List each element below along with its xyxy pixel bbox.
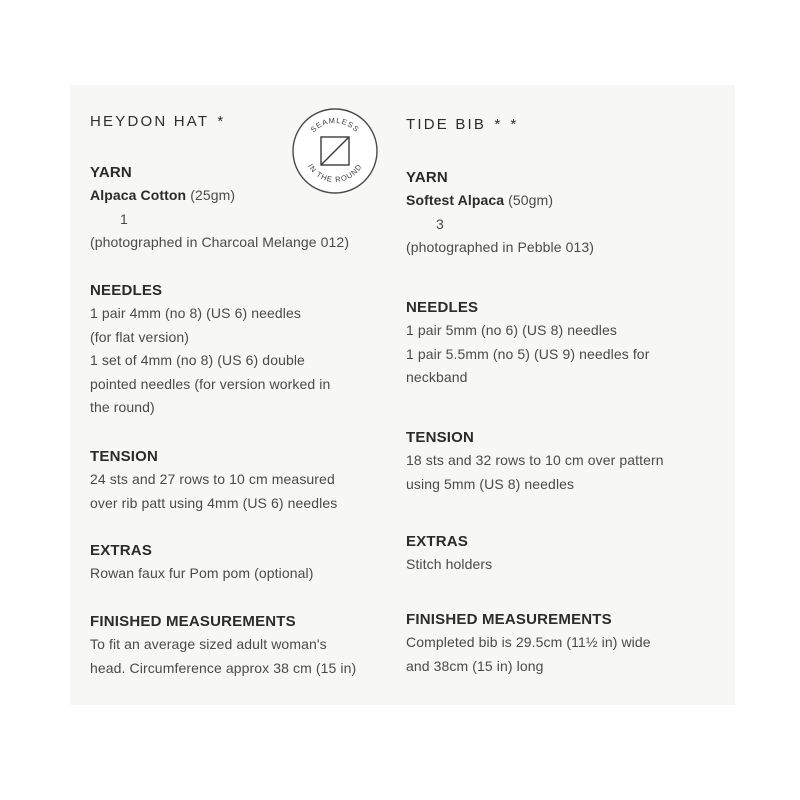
bib-measurements-line: Completed bib is 29.5cm (11½ in) wide <box>406 634 651 650</box>
bib-extras-section <box>406 531 736 577</box>
seamless-badge-icon <box>290 106 380 196</box>
hat-measurements-heading: FINISHED MEASUREMENTS <box>90 613 296 630</box>
hat-extras-section <box>90 540 400 586</box>
bib-measurements-heading: FINISHED MEASUREMENTS <box>406 611 612 628</box>
bib-needles-line: 1 pair 5mm (no 6) (US 8) needles <box>406 322 617 338</box>
bib-needles-line: 1 pair 5.5mm (no 5) (US 9) needles for <box>406 345 650 362</box>
bib-yarn-weight: (50gm) <box>508 192 554 208</box>
bib-title <box>406 115 736 135</box>
hat-needles-line: pointed needles (for version worked in <box>90 375 331 392</box>
bib-tension-section <box>406 427 736 496</box>
bib-tension-line: using 5mm (US 8) needles <box>406 475 575 492</box>
hat-measurements-line: head. Circumference approx 38 cm (15 in) <box>90 659 357 676</box>
seamless-in-the-round-badge <box>290 106 380 196</box>
hat-tension-heading: TENSION <box>90 448 159 465</box>
badge-text-top: SEAMLESS <box>308 115 362 135</box>
tide-bib-column <box>406 115 736 674</box>
hat-yarn-qty: 1 <box>120 210 128 227</box>
hat-measurements-section <box>90 611 400 680</box>
bib-yarn-heading: YARN <box>406 169 448 186</box>
bib-yarn-note: (photographed in Pebble 013) <box>406 239 595 255</box>
bib-tension-heading: TENSION <box>406 429 475 446</box>
hat-yarn-name: Alpaca Cotton <box>90 187 187 203</box>
bib-needles-section <box>406 297 736 390</box>
bib-tension-line: 18 sts and 32 rows to 10 cm over pattern <box>406 452 664 468</box>
hat-needles-line: 1 set of 4mm (no 8) (US 6) double <box>90 352 305 368</box>
bib-yarn-name: Softest Alpaca <box>406 192 505 208</box>
hat-measurements-line: To fit an average sized adult woman's <box>90 636 327 652</box>
hat-extras-line: Rowan faux fur Pom pom (optional) <box>90 565 314 581</box>
bib-yarn-name-line <box>406 189 736 213</box>
hat-difficulty-stars: * <box>217 113 227 130</box>
bib-yarn-qty: 3 <box>436 215 444 232</box>
bib-difficulty-stars: * * <box>494 116 520 133</box>
bib-extras-heading: EXTRAS <box>406 533 469 550</box>
hat-title-text: HEYDON HAT <box>90 113 209 130</box>
bib-needles-line: neckband <box>406 369 468 385</box>
bib-extras-line: Stitch holders <box>406 556 493 572</box>
badge-text-bottom: IN THE ROUND <box>306 162 364 185</box>
bib-measurements-line: and 38cm (15 in) long <box>406 657 544 674</box>
bib-measurements-section <box>406 609 736 678</box>
hat-yarn-heading: YARN <box>90 164 132 181</box>
hat-tension-line: over rib patt using 4mm (US 6) needles <box>90 494 338 511</box>
hat-yarn-weight: (25gm) <box>190 187 236 203</box>
hat-needles-line: the round) <box>90 399 155 415</box>
hat-yarn-note: (photographed in Charcoal Melange 012) <box>90 234 350 250</box>
hat-needles-section <box>90 280 400 420</box>
hat-extras-heading: EXTRAS <box>90 542 153 559</box>
hat-needles-heading: NEEDLES <box>90 282 163 299</box>
bib-title-text: TIDE BIB <box>406 116 487 133</box>
bib-needles-heading: NEEDLES <box>406 299 479 316</box>
hat-needles-line: (for flat version) <box>90 328 190 345</box>
hat-needles-line: 1 pair 4mm (no 8) (US 6) needles <box>90 305 301 321</box>
hat-tension-section <box>90 446 400 515</box>
hat-tension-line: 24 sts and 27 rows to 10 cm measured <box>90 471 335 487</box>
bib-yarn-section <box>406 167 736 260</box>
